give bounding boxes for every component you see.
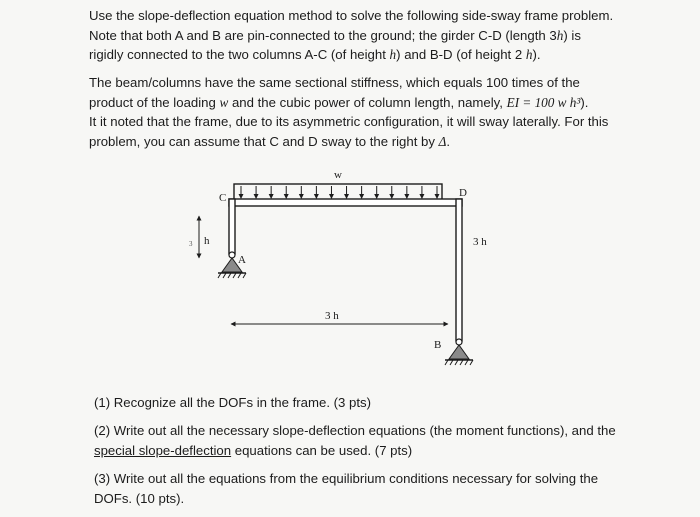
node-b-label: B [434, 339, 442, 351]
stiffness-line-3: It it noted that the frame, due to its asymmetric configuration, it will sway laterally. For this [89, 114, 609, 129]
load-arrow-head [419, 194, 424, 199]
girder-cd [229, 199, 462, 206]
node-d-label: D [459, 187, 467, 199]
node-c-label: C [219, 192, 227, 204]
load-arrow-head [344, 194, 349, 199]
distributed-load [234, 184, 442, 200]
left-height-label: h [204, 235, 210, 247]
statement-line-2: Note that both A and B are pin-connected to the ground; the girder C-D (length 3h) is [89, 27, 581, 43]
left-height-mark: 3 [189, 240, 193, 248]
stiffness-equation: EI = 100 w h³ [506, 94, 581, 110]
load-box [234, 184, 442, 200]
load-arrow-head [254, 194, 259, 199]
ground-hatch-b [445, 360, 473, 365]
load-arrow-head [284, 194, 289, 199]
stiffness-line-2: product of the loading w and the cubic power of column length, namely, EI = 100 w h³). [89, 94, 589, 110]
ground-hatch-a [218, 273, 246, 278]
load-arrow-head [329, 194, 334, 199]
question-1: (1) Recognize all the DOFs in the frame. (3 pts) [94, 395, 372, 410]
statement-line-1: Use the slope-deflection equation method to solve the following side-sway frame problem. [89, 8, 614, 23]
load-arrow-head [435, 194, 440, 199]
pin-a [229, 252, 235, 258]
load-arrow-head [314, 194, 319, 199]
load-arrow-head [359, 194, 364, 199]
question-2-line-1: (2) Write out all the necessary slope-deflection equations (the moment functions), and the [94, 423, 616, 438]
question-3 [94, 469, 622, 508]
load-arrow-head [239, 194, 244, 199]
right-height-label: 3 h [473, 236, 487, 248]
statement-line-3: rigidly connected to the two columns A-C (of height h) and B-D (of height 2 h). [89, 47, 541, 62]
stiffness-line-4: problem, you can assume that C and D sway to the right by Δ. [89, 133, 451, 149]
pin-support-b [445, 339, 473, 365]
load-arrow-head [374, 194, 379, 199]
column-ac [229, 199, 235, 254]
pin-b [456, 339, 462, 345]
span-label: 3 h [325, 310, 339, 322]
question-2 [94, 421, 622, 460]
load-arrows [239, 186, 440, 199]
stiffness-line-1: The beam/columns have the same sectional stiffness, which equals 100 times of the [89, 75, 580, 90]
load-arrow-head [389, 194, 394, 199]
load-arrow-head [269, 194, 274, 199]
load-arrow-head [299, 194, 304, 199]
question-3-line-2: DOFs. (10 pts). [94, 490, 185, 506]
question-2-line-2: special slope-deflection equations can be used. (7 pts) [94, 442, 413, 458]
special-slope-deflection-link: special slope-deflection [94, 442, 232, 458]
node-a-label: A [238, 254, 246, 266]
support-triangle-b [449, 345, 469, 359]
load-arrow-head [404, 194, 409, 199]
load-label: w [334, 169, 342, 181]
column-bd [456, 199, 462, 341]
question-3-line-1: (3) Write out all the equations from the equilibrium conditions necessary for solving the [94, 471, 599, 486]
